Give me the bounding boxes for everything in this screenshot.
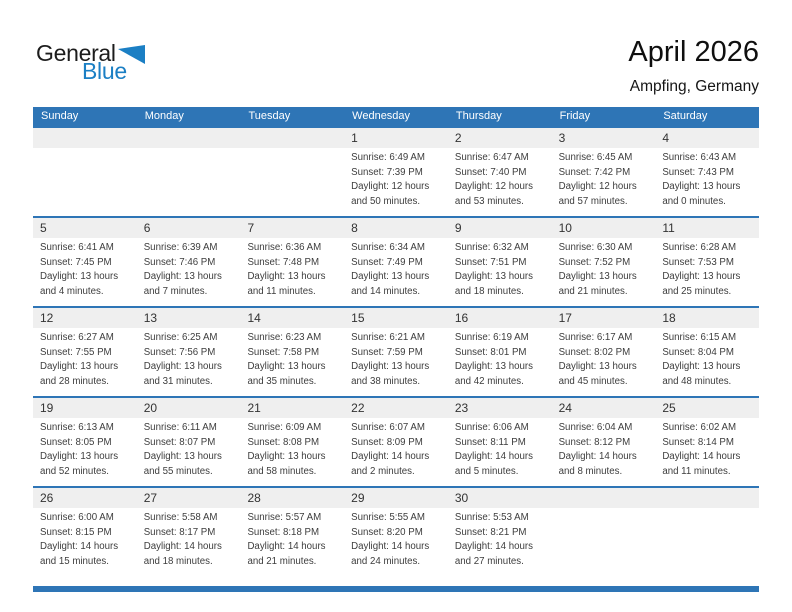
info-line: Daylight: 13 hours xyxy=(143,271,222,283)
day-info xyxy=(344,418,448,479)
calendar-grid xyxy=(33,126,759,576)
info-line: Sunrise: 6:07 AM xyxy=(351,422,425,433)
day-cell-19 xyxy=(33,398,137,486)
day-number: 12 xyxy=(33,308,137,328)
info-line: Daylight: 14 hours xyxy=(351,541,430,553)
day-cell-21 xyxy=(240,398,344,486)
info-line: and 50 minutes. xyxy=(351,195,421,207)
info-line: and 21 minutes. xyxy=(558,285,628,297)
info-line: Sunset: 8:18 PM xyxy=(247,526,320,538)
day-number: 28 xyxy=(240,488,344,508)
logo-text-blue: Blue xyxy=(82,58,127,84)
day-number: 20 xyxy=(137,398,241,418)
info-line: Daylight: 13 hours xyxy=(454,271,533,283)
day-cell-3 xyxy=(552,128,656,216)
info-line: and 52 minutes. xyxy=(40,465,109,477)
day-number: 5 xyxy=(33,218,137,238)
day-info xyxy=(655,418,759,479)
day-info xyxy=(33,238,137,299)
day-info xyxy=(240,328,344,389)
info-line: Sunrise: 6:25 AM xyxy=(143,332,218,343)
info-line: and 35 minutes. xyxy=(247,375,317,387)
day-info xyxy=(552,508,656,511)
info-line: Daylight: 13 hours xyxy=(143,451,222,463)
info-line: and 18 minutes. xyxy=(454,285,524,297)
info-line: Sunrise: 6:11 AM xyxy=(143,422,217,433)
info-line: and 31 minutes. xyxy=(143,375,213,387)
day-info xyxy=(33,508,137,569)
info-line: Sunrise: 5:58 AM xyxy=(143,512,218,523)
day-number: 24 xyxy=(552,398,656,418)
info-line: Daylight: 13 hours xyxy=(247,451,326,463)
info-line: Sunrise: 6:39 AM xyxy=(143,242,218,253)
day-cell-25 xyxy=(655,398,759,486)
info-line: Sunset: 7:51 PM xyxy=(454,256,527,268)
day-info xyxy=(552,418,656,479)
week-row-2 xyxy=(33,216,759,306)
info-line: Daylight: 14 hours xyxy=(247,541,326,553)
day-number-empty xyxy=(137,128,241,148)
day-number: 17 xyxy=(552,308,656,328)
info-line: Sunrise: 6:06 AM xyxy=(454,422,529,433)
day-number: 22 xyxy=(344,398,448,418)
day-info xyxy=(448,418,552,479)
info-line: Sunset: 7:58 PM xyxy=(247,346,320,358)
empty-cell xyxy=(33,128,137,216)
info-line: Sunrise: 6:47 AM xyxy=(454,152,529,163)
weekday-header-tuesday: Tuesday xyxy=(248,110,291,122)
day-cell-10 xyxy=(552,218,656,306)
day-info xyxy=(344,148,448,209)
day-number: 4 xyxy=(655,128,759,148)
info-line: Sunrise: 6:04 AM xyxy=(558,422,633,433)
info-line: Sunset: 7:49 PM xyxy=(351,256,423,268)
day-number: 3 xyxy=(552,128,656,148)
info-line: Sunset: 7:56 PM xyxy=(143,346,216,358)
info-line: Daylight: 13 hours xyxy=(40,271,119,283)
info-line: Daylight: 14 hours xyxy=(662,451,741,463)
day-info xyxy=(240,508,344,569)
info-line: Sunset: 8:20 PM xyxy=(351,526,423,538)
info-line: Daylight: 13 hours xyxy=(351,271,430,283)
info-line: Sunrise: 6:32 AM xyxy=(454,242,529,253)
empty-cell xyxy=(655,488,759,576)
day-number: 2 xyxy=(448,128,552,148)
info-line: Daylight: 13 hours xyxy=(558,361,637,373)
weekday-header-thursday: Thursday xyxy=(455,110,502,122)
info-line: Sunrise: 6:36 AM xyxy=(247,242,322,253)
day-info xyxy=(33,418,137,479)
info-line: Sunset: 8:17 PM xyxy=(143,526,216,538)
info-line: and 48 minutes. xyxy=(662,375,732,387)
info-line: Sunset: 8:08 PM xyxy=(247,436,320,448)
info-line: Sunset: 8:21 PM xyxy=(454,526,527,538)
info-line: Sunset: 7:55 PM xyxy=(40,346,112,358)
day-cell-29 xyxy=(344,488,448,576)
info-line: and 42 minutes. xyxy=(454,375,524,387)
info-line: Sunrise: 6:00 AM xyxy=(40,512,114,523)
info-line: and 0 minutes. xyxy=(662,195,726,207)
day-info xyxy=(137,148,241,151)
day-cell-26 xyxy=(33,488,137,576)
day-cell-20 xyxy=(137,398,241,486)
day-number: 19 xyxy=(33,398,137,418)
info-line: Sunrise: 6:30 AM xyxy=(558,242,633,253)
day-number: 14 xyxy=(240,308,344,328)
weekday-row xyxy=(33,107,759,126)
day-number: 9 xyxy=(448,218,552,238)
info-line: Daylight: 14 hours xyxy=(40,541,119,553)
info-line: Daylight: 14 hours xyxy=(454,451,533,463)
info-line: and 28 minutes. xyxy=(40,375,109,387)
info-line: Sunrise: 6:45 AM xyxy=(558,152,633,163)
day-info xyxy=(33,328,137,389)
info-line: and 25 minutes. xyxy=(662,285,732,297)
day-cell-1 xyxy=(344,128,448,216)
info-line: Sunset: 7:39 PM xyxy=(351,166,423,178)
day-number: 26 xyxy=(33,488,137,508)
day-number: 15 xyxy=(344,308,448,328)
weekday-header-sunday: Sunday xyxy=(41,110,79,122)
day-number: 13 xyxy=(137,308,241,328)
info-line: and 53 minutes. xyxy=(454,195,524,207)
info-line: Sunset: 8:01 PM xyxy=(454,346,527,358)
info-line: Sunset: 8:14 PM xyxy=(662,436,734,448)
info-line: Sunrise: 6:02 AM xyxy=(662,422,737,433)
day-number: 1 xyxy=(344,128,448,148)
info-line: Sunset: 8:12 PM xyxy=(558,436,631,448)
info-line: and 21 minutes. xyxy=(247,555,317,567)
day-info xyxy=(344,238,448,299)
day-cell-13 xyxy=(137,308,241,396)
info-line: and 57 minutes. xyxy=(558,195,628,207)
day-cell-11 xyxy=(655,218,759,306)
info-line: and 18 minutes. xyxy=(143,555,213,567)
info-line: Sunrise: 6:17 AM xyxy=(558,332,633,343)
info-line: Sunrise: 6:15 AM xyxy=(662,332,737,343)
info-line: Daylight: 13 hours xyxy=(247,361,326,373)
day-cell-12 xyxy=(33,308,137,396)
day-number: 8 xyxy=(344,218,448,238)
day-info xyxy=(552,328,656,389)
day-info xyxy=(552,148,656,209)
info-line: Sunset: 8:02 PM xyxy=(558,346,631,358)
info-line: and 55 minutes. xyxy=(143,465,213,477)
day-cell-4 xyxy=(655,128,759,216)
day-number: 27 xyxy=(137,488,241,508)
day-info xyxy=(344,328,448,389)
info-line: and 5 minutes. xyxy=(454,465,519,477)
empty-cell xyxy=(552,488,656,576)
day-info xyxy=(240,418,344,479)
day-number: 29 xyxy=(344,488,448,508)
day-info xyxy=(240,148,344,151)
info-line: and 2 minutes. xyxy=(351,465,415,477)
info-line: and 4 minutes. xyxy=(40,285,104,297)
info-line: Sunset: 8:15 PM xyxy=(40,526,112,538)
day-cell-18 xyxy=(655,308,759,396)
day-cell-28 xyxy=(240,488,344,576)
day-info xyxy=(655,328,759,389)
info-line: and 15 minutes. xyxy=(40,555,109,567)
info-line: and 38 minutes. xyxy=(351,375,421,387)
info-line: Sunset: 7:52 PM xyxy=(558,256,631,268)
info-line: Daylight: 12 hours xyxy=(351,181,430,193)
info-line: Daylight: 12 hours xyxy=(454,181,533,193)
info-line: Daylight: 14 hours xyxy=(454,541,533,553)
info-line: Sunset: 8:11 PM xyxy=(454,436,526,448)
day-number-empty xyxy=(240,128,344,148)
day-cell-15 xyxy=(344,308,448,396)
weekday-header-monday: Monday xyxy=(144,110,184,122)
info-line: Sunrise: 6:49 AM xyxy=(351,152,425,163)
calendar-table xyxy=(33,107,759,576)
info-line: and 27 minutes. xyxy=(454,555,524,567)
info-line: Sunset: 7:40 PM xyxy=(454,166,527,178)
info-line: Sunset: 7:53 PM xyxy=(662,256,734,268)
day-info xyxy=(655,508,759,511)
info-line: Sunset: 8:05 PM xyxy=(40,436,112,448)
day-number: 6 xyxy=(137,218,241,238)
info-line: and 58 minutes. xyxy=(247,465,317,477)
info-line: Sunset: 7:45 PM xyxy=(40,256,112,268)
info-line: Daylight: 14 hours xyxy=(143,541,222,553)
day-info xyxy=(344,508,448,569)
day-info xyxy=(33,148,137,151)
day-info xyxy=(552,238,656,299)
day-info xyxy=(137,328,241,389)
day-info xyxy=(240,238,344,299)
info-line: Sunset: 8:09 PM xyxy=(351,436,423,448)
day-info xyxy=(137,418,241,479)
day-info xyxy=(448,328,552,389)
info-line: Daylight: 14 hours xyxy=(351,451,430,463)
info-line: Sunrise: 6:13 AM xyxy=(40,422,114,433)
info-line: Daylight: 13 hours xyxy=(662,271,741,283)
week-row-3 xyxy=(33,306,759,396)
info-line: Sunrise: 6:43 AM xyxy=(662,152,737,163)
day-cell-16 xyxy=(448,308,552,396)
day-cell-27 xyxy=(137,488,241,576)
weekday-header-wednesday: Wednesday xyxy=(352,110,411,122)
info-line: Daylight: 13 hours xyxy=(351,361,430,373)
info-line: Sunset: 7:48 PM xyxy=(247,256,320,268)
page-title: April 2026 xyxy=(628,36,759,68)
day-cell-7 xyxy=(240,218,344,306)
day-number: 25 xyxy=(655,398,759,418)
weekday-header-saturday: Saturday xyxy=(663,110,708,122)
day-cell-9 xyxy=(448,218,552,306)
day-cell-17 xyxy=(552,308,656,396)
info-line: and 45 minutes. xyxy=(558,375,628,387)
weekday-header-friday: Friday xyxy=(559,110,591,122)
week-row-1 xyxy=(33,126,759,216)
day-number: 21 xyxy=(240,398,344,418)
info-line: Sunset: 7:59 PM xyxy=(351,346,423,358)
info-line: and 11 minutes. xyxy=(662,465,731,477)
day-info xyxy=(137,238,241,299)
day-info xyxy=(448,238,552,299)
day-number-empty xyxy=(33,128,137,148)
info-line: Sunset: 7:46 PM xyxy=(143,256,216,268)
day-cell-22 xyxy=(344,398,448,486)
info-line: Sunset: 7:43 PM xyxy=(662,166,734,178)
info-line: Sunrise: 5:53 AM xyxy=(454,512,529,523)
info-line: Sunrise: 6:27 AM xyxy=(40,332,114,343)
general-blue-logo xyxy=(36,42,145,83)
info-line: Sunset: 8:04 PM xyxy=(662,346,734,358)
info-line: and 24 minutes. xyxy=(351,555,421,567)
location-subtitle: Ampfing, Germany xyxy=(629,78,759,95)
day-cell-5 xyxy=(33,218,137,306)
info-line: Daylight: 12 hours xyxy=(558,181,637,193)
day-cell-24 xyxy=(552,398,656,486)
day-number: 7 xyxy=(240,218,344,238)
day-number: 16 xyxy=(448,308,552,328)
day-cell-8 xyxy=(344,218,448,306)
day-number: 11 xyxy=(655,218,759,238)
day-cell-2 xyxy=(448,128,552,216)
info-line: Daylight: 13 hours xyxy=(558,271,637,283)
info-line: Daylight: 13 hours xyxy=(40,361,119,373)
day-info xyxy=(448,508,552,569)
day-cell-23 xyxy=(448,398,552,486)
day-cell-14 xyxy=(240,308,344,396)
week-row-5 xyxy=(33,486,759,576)
info-line: Sunrise: 6:09 AM xyxy=(247,422,322,433)
info-line: Daylight: 13 hours xyxy=(662,361,741,373)
info-line: Sunrise: 6:41 AM xyxy=(40,242,114,253)
logo-text-general: General xyxy=(36,40,116,66)
day-cell-30 xyxy=(448,488,552,576)
info-line: Daylight: 13 hours xyxy=(40,451,119,463)
info-line: Sunrise: 6:23 AM xyxy=(247,332,322,343)
info-line: Sunset: 7:42 PM xyxy=(558,166,631,178)
info-line: and 14 minutes. xyxy=(351,285,421,297)
info-line: Sunrise: 5:55 AM xyxy=(351,512,425,523)
day-number: 30 xyxy=(448,488,552,508)
day-info xyxy=(448,148,552,209)
day-number-empty xyxy=(552,488,656,508)
info-line: Daylight: 14 hours xyxy=(558,451,637,463)
info-line: and 7 minutes. xyxy=(143,285,208,297)
day-cell-6 xyxy=(137,218,241,306)
info-line: Daylight: 13 hours xyxy=(662,181,741,193)
title-block xyxy=(628,36,759,96)
empty-cell xyxy=(240,128,344,216)
info-line: Daylight: 13 hours xyxy=(247,271,326,283)
day-number: 10 xyxy=(552,218,656,238)
day-info xyxy=(137,508,241,569)
info-line: Daylight: 13 hours xyxy=(454,361,533,373)
info-line: Sunrise: 6:19 AM xyxy=(454,332,529,343)
footer-bar xyxy=(33,586,759,592)
info-line: Sunset: 8:07 PM xyxy=(143,436,216,448)
day-number: 18 xyxy=(655,308,759,328)
info-line: and 8 minutes. xyxy=(558,465,623,477)
day-number-empty xyxy=(655,488,759,508)
info-line: Daylight: 13 hours xyxy=(143,361,222,373)
day-info xyxy=(655,238,759,299)
info-line: Sunrise: 6:34 AM xyxy=(351,242,425,253)
info-line: Sunrise: 5:57 AM xyxy=(247,512,322,523)
day-info xyxy=(655,148,759,209)
empty-cell xyxy=(137,128,241,216)
info-line: Sunrise: 6:21 AM xyxy=(351,332,425,343)
day-number: 23 xyxy=(448,398,552,418)
info-line: and 11 minutes. xyxy=(247,285,316,297)
info-line: Sunrise: 6:28 AM xyxy=(662,242,737,253)
week-row-4 xyxy=(33,396,759,486)
